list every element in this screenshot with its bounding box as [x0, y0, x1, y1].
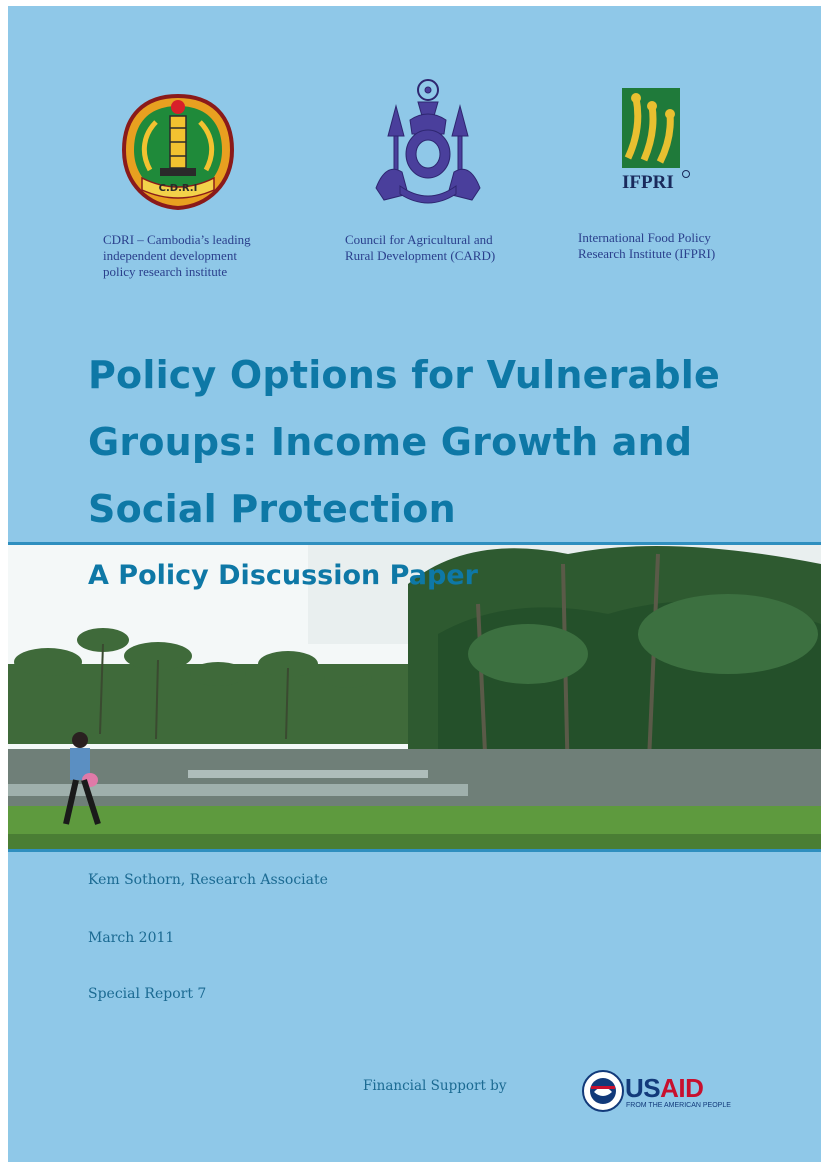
- usaid-seal-icon: [582, 1070, 624, 1112]
- usaid-tagline: FROM THE AMERICAN PEOPLE: [626, 1102, 731, 1109]
- report-title: Policy Options for Vulnerable Groups: Income Growth and Social Protection: [88, 353, 720, 531]
- photo-top-rule: [8, 542, 821, 545]
- ifpri-caption: International Food Policy Research Institute (IFPRI): [578, 230, 716, 261]
- usaid-aid: AID: [660, 1073, 704, 1103]
- ifpri-logo-text: IFPRI: [622, 172, 674, 192]
- card-royal-crest-icon: [372, 76, 484, 210]
- cdri-emblem-text: C.D.R.I: [158, 183, 198, 194]
- photo-bottom-rule: [8, 849, 821, 852]
- publication-date: March 2011: [88, 930, 175, 946]
- report-subtitle: A Policy Discussion Paper: [88, 560, 478, 591]
- cdri-emblem-icon: [120, 92, 236, 212]
- financial-support-label: Financial Support by: [363, 1078, 507, 1094]
- ifpri-logo-icon: [622, 88, 692, 192]
- author-line: Kem Sothorn, Research Associate: [88, 872, 328, 888]
- card-caption: Council for Agricultural and Rural Development (CARD): [345, 232, 496, 263]
- report-number: Special Report 7: [88, 986, 207, 1002]
- report-cover: [8, 6, 821, 1162]
- cdri-caption: CDRI – Cambodia’s leading independent development policy research institute: [103, 232, 251, 279]
- usaid-wordmark: [625, 1075, 703, 1101]
- usaid-us: US: [625, 1073, 661, 1103]
